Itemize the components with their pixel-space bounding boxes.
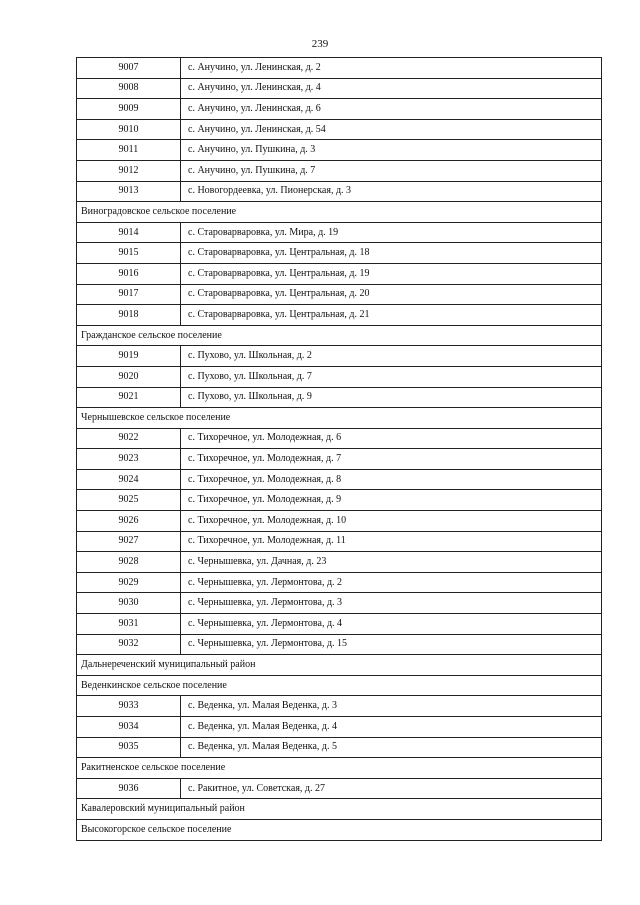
section-header-row xyxy=(77,325,602,346)
entry-address: с. Тихоречное, ул. Молодежная, д. 11 xyxy=(181,531,602,552)
entry-code: 9013 xyxy=(77,181,181,202)
section-header-row xyxy=(77,408,602,429)
section-label: Виноградовское сельское поселение xyxy=(77,202,602,223)
entry-address: с. Анучино, ул. Ленинская, д. 6 xyxy=(181,99,602,120)
table-row xyxy=(77,119,602,140)
entry-address: с. Веденка, ул. Малая Веденка, д. 3 xyxy=(181,696,602,717)
entry-address: с. Тихоречное, ул. Молодежная, д. 6 xyxy=(181,428,602,449)
table-row xyxy=(77,99,602,120)
table-row xyxy=(77,284,602,305)
section-label: Чернышевское сельское поселение xyxy=(77,408,602,429)
entry-code: 9018 xyxy=(77,305,181,326)
entry-code: 9015 xyxy=(77,243,181,264)
entry-address: с. Чернышевка, ул. Лермонтова, д. 3 xyxy=(181,593,602,614)
section-label: Высокогорское сельское поселение xyxy=(77,819,602,840)
entry-code: 9008 xyxy=(77,78,181,99)
entry-code: 9021 xyxy=(77,387,181,408)
entry-code: 9027 xyxy=(77,531,181,552)
entry-code: 9024 xyxy=(77,469,181,490)
entry-code: 9025 xyxy=(77,490,181,511)
entry-address: с. Тихоречное, ул. Молодежная, д. 7 xyxy=(181,449,602,470)
entry-code: 9010 xyxy=(77,119,181,140)
entry-code: 9020 xyxy=(77,366,181,387)
entry-code: 9034 xyxy=(77,717,181,738)
table-row xyxy=(77,778,602,799)
entry-address: с. Староварваровка, ул. Центральная, д. 21 xyxy=(181,305,602,326)
table-row xyxy=(77,243,602,264)
section-header-row xyxy=(77,819,602,840)
address-table xyxy=(76,57,602,841)
table-row xyxy=(77,160,602,181)
table-row xyxy=(77,449,602,470)
table-row xyxy=(77,366,602,387)
table-row xyxy=(77,469,602,490)
entry-address: с. Веденка, ул. Малая Веденка, д. 5 xyxy=(181,737,602,758)
section-header-row xyxy=(77,758,602,779)
entry-address: с. Анучино, ул. Ленинская, д. 4 xyxy=(181,78,602,99)
table-row xyxy=(77,78,602,99)
entry-code: 9014 xyxy=(77,222,181,243)
table-row xyxy=(77,263,602,284)
entry-code: 9029 xyxy=(77,572,181,593)
entry-address: с. Пухово, ул. Школьная, д. 9 xyxy=(181,387,602,408)
section-header-row xyxy=(77,655,602,676)
entry-address: с. Тихоречное, ул. Молодежная, д. 9 xyxy=(181,490,602,511)
entry-code: 9011 xyxy=(77,140,181,161)
section-label: Кавалеровский муниципальный район xyxy=(77,799,602,820)
table-row xyxy=(77,634,602,655)
entry-address: с. Староварваровка, ул. Мира, д. 19 xyxy=(181,222,602,243)
entry-code: 9033 xyxy=(77,696,181,717)
table-row xyxy=(77,140,602,161)
table-row xyxy=(77,552,602,573)
entry-address: с. Чернышевка, ул. Лермонтова, д. 4 xyxy=(181,614,602,635)
entry-code: 9023 xyxy=(77,449,181,470)
entry-address: с. Староварваровка, ул. Центральная, д. 19 xyxy=(181,263,602,284)
table-row xyxy=(77,531,602,552)
entry-code: 9017 xyxy=(77,284,181,305)
section-label: Веденкинское сельское поселение xyxy=(77,675,602,696)
entry-address: с. Пухово, ул. Школьная, д. 2 xyxy=(181,346,602,367)
table-row xyxy=(77,428,602,449)
entry-address: с. Анучино, ул. Пушкина, д. 3 xyxy=(181,140,602,161)
table-row xyxy=(77,305,602,326)
section-header-row xyxy=(77,675,602,696)
entry-code: 9036 xyxy=(77,778,181,799)
entry-code: 9009 xyxy=(77,99,181,120)
entry-address: с. Староварваровка, ул. Центральная, д. 20 xyxy=(181,284,602,305)
table-row xyxy=(77,696,602,717)
table-row xyxy=(77,614,602,635)
entry-code: 9007 xyxy=(77,58,181,79)
table-row xyxy=(77,717,602,738)
table-row xyxy=(77,737,602,758)
entry-address: с. Тихоречное, ул. Молодежная, д. 8 xyxy=(181,469,602,490)
entry-address: с. Чернышевка, ул. Лермонтова, д. 15 xyxy=(181,634,602,655)
entry-address: с. Новогордеевка, ул. Пионерская, д. 3 xyxy=(181,181,602,202)
entry-code: 9032 xyxy=(77,634,181,655)
section-label: Ракитненское сельское поселение xyxy=(77,758,602,779)
table-row xyxy=(77,222,602,243)
section-header-row xyxy=(77,202,602,223)
entry-code: 9031 xyxy=(77,614,181,635)
section-label: Гражданское сельское поселение xyxy=(77,325,602,346)
entry-code: 9019 xyxy=(77,346,181,367)
entry-address: с. Анучино, ул. Пушкина, д. 7 xyxy=(181,160,602,181)
entry-address: с. Чернышевка, ул. Дачная, д. 23 xyxy=(181,552,602,573)
entry-code: 9035 xyxy=(77,737,181,758)
entry-address: с. Чернышевка, ул. Лермонтова, д. 2 xyxy=(181,572,602,593)
section-header-row xyxy=(77,799,602,820)
entry-code: 9026 xyxy=(77,511,181,532)
entry-address: с. Анучино, ул. Ленинская, д. 2 xyxy=(181,58,602,79)
table-row xyxy=(77,387,602,408)
entry-code: 9028 xyxy=(77,552,181,573)
entry-code: 9012 xyxy=(77,160,181,181)
page-number: 239 xyxy=(311,38,329,50)
table-row xyxy=(77,490,602,511)
entry-code: 9022 xyxy=(77,428,181,449)
table-row xyxy=(77,511,602,532)
entry-address: с. Ракитное, ул. Советская, д. 27 xyxy=(181,778,602,799)
entry-address: с. Староварваровка, ул. Центральная, д. 18 xyxy=(181,243,602,264)
entry-address: с. Пухово, ул. Школьная, д. 7 xyxy=(181,366,602,387)
entry-code: 9016 xyxy=(77,263,181,284)
entry-address: с. Анучино, ул. Ленинская, д. 54 xyxy=(181,119,602,140)
table-row xyxy=(77,181,602,202)
section-label: Дальнереченский муниципальный район xyxy=(77,655,602,676)
entry-code: 9030 xyxy=(77,593,181,614)
table-row xyxy=(77,58,602,79)
entry-address: с. Веденка, ул. Малая Веденка, д. 4 xyxy=(181,717,602,738)
table-row xyxy=(77,572,602,593)
table-row xyxy=(77,346,602,367)
entry-address: с. Тихоречное, ул. Молодежная, д. 10 xyxy=(181,511,602,532)
table-body xyxy=(77,58,602,841)
table-row xyxy=(77,593,602,614)
